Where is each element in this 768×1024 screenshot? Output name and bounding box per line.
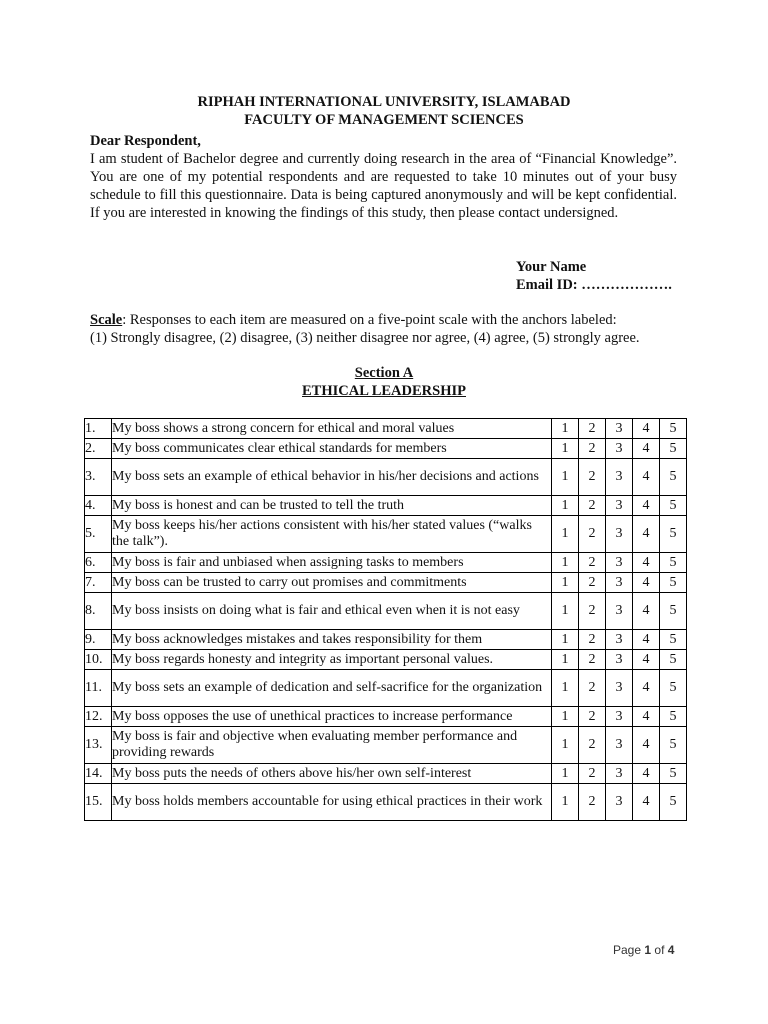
rating-option-2[interactable]: 2 — [579, 439, 606, 459]
rating-option-2[interactable]: 2 — [579, 459, 606, 496]
scale-text: : Responses to each item are measured on a five-point scale with the anchors labeled: — [122, 312, 617, 328]
rating-option-1[interactable]: 1 — [552, 764, 579, 784]
signer-email: Email ID: ………………. — [516, 277, 672, 293]
questionnaire-table — [84, 418, 687, 821]
page-indicator — [613, 943, 674, 957]
rating-option-3[interactable]: 3 — [606, 419, 633, 439]
scale-description — [90, 311, 690, 347]
page-total: 4 — [667, 943, 675, 957]
item-number: 1. — [85, 419, 112, 439]
table-row — [85, 573, 687, 593]
rating-option-4[interactable]: 4 — [633, 727, 660, 764]
rating-option-5[interactable]: 5 — [660, 459, 687, 496]
item-statement: My boss regards honesty and integrity as important personal values. — [112, 650, 552, 670]
rating-option-4[interactable]: 4 — [633, 784, 660, 821]
rating-option-1[interactable]: 1 — [552, 707, 579, 727]
item-statement: My boss puts the needs of others above his/her own self-interest — [112, 764, 552, 784]
rating-option-1[interactable]: 1 — [552, 496, 579, 516]
item-number: 9. — [85, 630, 112, 650]
page-of: of — [654, 943, 665, 957]
table-row — [85, 784, 687, 821]
item-statement: My boss opposes the use of unethical practices to increase performance — [112, 707, 552, 727]
table-row — [85, 630, 687, 650]
page-word: Page — [613, 943, 642, 957]
table-row — [85, 593, 687, 630]
rating-option-1[interactable]: 1 — [552, 727, 579, 764]
rating-option-5[interactable]: 5 — [660, 573, 687, 593]
rating-option-2[interactable]: 2 — [579, 707, 606, 727]
item-number: 14. — [85, 764, 112, 784]
signer-name: Your Name — [516, 259, 587, 275]
greeting: Dear Respondent, — [90, 133, 201, 149]
rating-option-1[interactable]: 1 — [552, 516, 579, 553]
rating-option-5[interactable]: 5 — [660, 593, 687, 630]
rating-option-1[interactable]: 1 — [552, 593, 579, 630]
rating-option-5[interactable]: 5 — [660, 764, 687, 784]
rating-option-3[interactable]: 3 — [606, 573, 633, 593]
item-number: 10. — [85, 650, 112, 670]
item-number: 6. — [85, 553, 112, 573]
intro-paragraph: I am student of Bachelor degree and currently doing research in the area of “Financial Knowledge”. You are one of my potential respondents and are requested to take 10 minutes out of your busy schedule to fill this questionnaire. Data is being captured anonymously and will be kept confidential. If you are interested in knowing the findings of this study, then please contact undersigned. — [90, 151, 677, 221]
rating-option-4[interactable]: 4 — [633, 764, 660, 784]
rating-option-4[interactable]: 4 — [633, 707, 660, 727]
rating-option-3[interactable]: 3 — [606, 553, 633, 573]
rating-option-3[interactable]: 3 — [606, 593, 633, 630]
rating-option-4[interactable]: 4 — [633, 553, 660, 573]
table-row — [85, 439, 687, 459]
item-statement: My boss keeps his/her actions consistent with his/her stated values (“walks the talk”). — [112, 516, 552, 553]
rating-option-2[interactable]: 2 — [579, 553, 606, 573]
table-row — [85, 516, 687, 553]
table-row — [85, 459, 687, 496]
rating-option-3[interactable]: 3 — [606, 707, 633, 727]
item-number: 3. — [85, 459, 112, 496]
rating-option-1[interactable]: 1 — [552, 573, 579, 593]
rating-option-1[interactable]: 1 — [552, 439, 579, 459]
rating-option-2[interactable]: 2 — [579, 573, 606, 593]
rating-option-5[interactable]: 5 — [660, 419, 687, 439]
item-number: 7. — [85, 573, 112, 593]
rating-option-4[interactable]: 4 — [633, 459, 660, 496]
signature-block — [516, 258, 672, 294]
rating-option-2[interactable]: 2 — [579, 650, 606, 670]
item-statement: My boss is fair and objective when evaluating member performance and providing rewards — [112, 727, 552, 764]
table-row — [85, 496, 687, 516]
rating-option-1[interactable]: 1 — [552, 784, 579, 821]
table-row — [85, 670, 687, 707]
page-current: 1 — [644, 943, 652, 957]
rating-option-1[interactable]: 1 — [552, 553, 579, 573]
item-statement: My boss insists on doing what is fair and ethical even when it is not easy — [112, 593, 552, 630]
rating-option-4[interactable]: 4 — [633, 516, 660, 553]
rating-option-5[interactable]: 5 — [660, 650, 687, 670]
rating-option-5[interactable]: 5 — [660, 553, 687, 573]
rating-option-5[interactable]: 5 — [660, 439, 687, 459]
table-row — [85, 553, 687, 573]
table-row — [85, 727, 687, 764]
scale-label: Scale — [90, 312, 123, 328]
rating-option-1[interactable]: 1 — [552, 630, 579, 650]
rating-option-5[interactable]: 5 — [660, 784, 687, 821]
item-statement: My boss communicates clear ethical standards for members — [112, 439, 552, 459]
rating-option-3[interactable]: 3 — [606, 784, 633, 821]
section-heading — [0, 364, 768, 400]
rating-option-3[interactable]: 3 — [606, 764, 633, 784]
rating-option-3[interactable]: 3 — [606, 459, 633, 496]
item-number: 11. — [85, 670, 112, 707]
rating-option-5[interactable]: 5 — [660, 727, 687, 764]
rating-option-2[interactable]: 2 — [579, 516, 606, 553]
scale-line — [90, 311, 690, 329]
document-header — [0, 93, 768, 129]
item-number: 8. — [85, 593, 112, 630]
rating-option-2[interactable]: 2 — [579, 630, 606, 650]
rating-option-3[interactable]: 3 — [606, 496, 633, 516]
rating-option-3[interactable]: 3 — [606, 650, 633, 670]
item-statement: My boss is fair and unbiased when assigning tasks to members — [112, 553, 552, 573]
rating-option-5[interactable]: 5 — [660, 516, 687, 553]
rating-option-4[interactable]: 4 — [633, 670, 660, 707]
item-statement: My boss sets an example of dedication and self-sacrifice for the organization — [112, 670, 552, 707]
table-row — [85, 764, 687, 784]
rating-option-5[interactable]: 5 — [660, 670, 687, 707]
section-title: ETHICAL LEADERSHIP — [302, 383, 466, 399]
university-name: RIPHAH INTERNATIONAL UNIVERSITY, ISLAMABAD — [197, 94, 571, 110]
item-number: 13. — [85, 727, 112, 764]
table-row — [85, 707, 687, 727]
item-number: 5. — [85, 516, 112, 553]
rating-option-4[interactable]: 4 — [633, 496, 660, 516]
rating-option-5[interactable]: 5 — [660, 707, 687, 727]
item-statement: My boss is honest and can be trusted to tell the truth — [112, 496, 552, 516]
rating-option-5[interactable]: 5 — [660, 496, 687, 516]
rating-option-1[interactable]: 1 — [552, 419, 579, 439]
faculty-name: FACULTY OF MANAGEMENT SCIENCES — [244, 112, 524, 128]
rating-option-3[interactable]: 3 — [606, 670, 633, 707]
rating-option-1[interactable]: 1 — [552, 650, 579, 670]
item-statement: My boss shows a strong concern for ethical and moral values — [112, 419, 552, 439]
rating-option-4[interactable]: 4 — [633, 439, 660, 459]
rating-option-2[interactable]: 2 — [579, 593, 606, 630]
rating-option-3[interactable]: 3 — [606, 439, 633, 459]
rating-option-3[interactable]: 3 — [606, 727, 633, 764]
item-number: 15. — [85, 784, 112, 821]
scale-anchors: (1) Strongly disagree, (2) disagree, (3) neither disagree nor agree, (4) agree, (5) strongly agree. — [90, 330, 640, 346]
rating-option-3[interactable]: 3 — [606, 630, 633, 650]
item-number: 12. — [85, 707, 112, 727]
item-number: 2. — [85, 439, 112, 459]
item-statement: My boss sets an example of ethical behavior in his/her decisions and actions — [112, 459, 552, 496]
rating-option-4[interactable]: 4 — [633, 419, 660, 439]
rating-option-3[interactable]: 3 — [606, 516, 633, 553]
rating-option-2[interactable]: 2 — [579, 419, 606, 439]
rating-option-1[interactable]: 1 — [552, 459, 579, 496]
item-number: 4. — [85, 496, 112, 516]
item-statement: My boss acknowledges mistakes and takes responsibility for them — [112, 630, 552, 650]
section-label: Section A — [354, 365, 414, 381]
table-row — [85, 650, 687, 670]
rating-option-2[interactable]: 2 — [579, 670, 606, 707]
rating-option-1[interactable]: 1 — [552, 670, 579, 707]
item-statement: My boss can be trusted to carry out promises and commitments — [112, 573, 552, 593]
table-row — [85, 419, 687, 439]
rating-option-4[interactable]: 4 — [633, 573, 660, 593]
rating-option-4[interactable]: 4 — [633, 650, 660, 670]
rating-option-2[interactable]: 2 — [579, 727, 606, 764]
rating-option-2[interactable]: 2 — [579, 764, 606, 784]
rating-option-5[interactable]: 5 — [660, 630, 687, 650]
rating-option-4[interactable]: 4 — [633, 630, 660, 650]
rating-option-4[interactable]: 4 — [633, 593, 660, 630]
rating-option-2[interactable]: 2 — [579, 784, 606, 821]
item-statement: My boss holds members accountable for using ethical practices in their work — [112, 784, 552, 821]
rating-option-2[interactable]: 2 — [579, 496, 606, 516]
